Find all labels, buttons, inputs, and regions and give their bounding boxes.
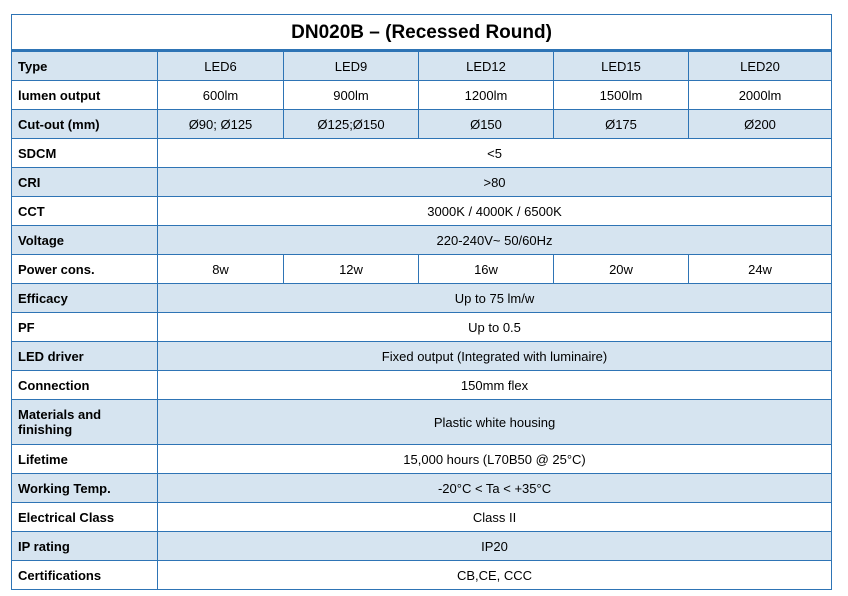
table-row-certifications (12, 561, 832, 590)
table-row-lumen-output (12, 81, 832, 110)
cell-value: Class II (158, 503, 832, 532)
cell-value: Ø150 (419, 110, 554, 139)
row-label: Connection (12, 371, 158, 400)
row-label: IP rating (12, 532, 158, 561)
table-row-voltage (12, 226, 832, 255)
cell-value: Ø200 (689, 110, 832, 139)
cell-value: 8w (158, 255, 284, 284)
row-label: SDCM (12, 139, 158, 168)
spec-table (11, 14, 832, 590)
table-row-pf (12, 313, 832, 342)
cell-value: Up to 75 lm/w (158, 284, 832, 313)
cell-value: 900lm (284, 81, 419, 110)
table-row-electrical-class (12, 503, 832, 532)
table-row-connection (12, 371, 832, 400)
table-row-cri (12, 168, 832, 197)
cell-value: 220-240V~ 50/60Hz (158, 226, 832, 255)
table-row-sdcm (12, 139, 832, 168)
cell-value: 24w (689, 255, 832, 284)
row-label: lumen output (12, 81, 158, 110)
row-label: Efficacy (12, 284, 158, 313)
table-row-led-driver (12, 342, 832, 371)
cell-value: LED20 (689, 51, 832, 81)
cell-value: LED12 (419, 51, 554, 81)
table-row-working-temp (12, 474, 832, 503)
row-label: Electrical Class (12, 503, 158, 532)
row-label: Lifetime (12, 445, 158, 474)
row-label: CCT (12, 197, 158, 226)
row-label: PF (12, 313, 158, 342)
cell-value: >80 (158, 168, 832, 197)
cell-value: <5 (158, 139, 832, 168)
row-label: Working Temp. (12, 474, 158, 503)
cell-value: LED15 (554, 51, 689, 81)
cell-value: Ø125;Ø150 (284, 110, 419, 139)
cell-value: 150mm flex (158, 371, 832, 400)
cell-value: Ø90; Ø125 (158, 110, 284, 139)
cell-value: 16w (419, 255, 554, 284)
table-row-ip-rating (12, 532, 832, 561)
table-row-efficacy (12, 284, 832, 313)
title-row (12, 15, 832, 51)
cell-value: 3000K / 4000K / 6500K (158, 197, 832, 226)
cell-value: CB,CE, CCC (158, 561, 832, 590)
table-row-materials (12, 400, 832, 445)
cell-value: IP20 (158, 532, 832, 561)
cell-value: LED6 (158, 51, 284, 81)
row-label: Cut-out (mm) (12, 110, 158, 139)
row-label: Certifications (12, 561, 158, 590)
table-row-cut-out (12, 110, 832, 139)
row-label: Voltage (12, 226, 158, 255)
cell-value: 15,000 hours (L70B50 @ 25°C) (158, 445, 832, 474)
cell-value: 12w (284, 255, 419, 284)
cell-value: Plastic white housing (158, 400, 832, 445)
cell-value: 2000lm (689, 81, 832, 110)
row-label: Power cons. (12, 255, 158, 284)
cell-value: 600lm (158, 81, 284, 110)
row-label: Type (12, 51, 158, 81)
row-label: CRI (12, 168, 158, 197)
cell-value: Fixed output (Integrated with luminaire) (158, 342, 832, 371)
table-row-lifetime (12, 445, 832, 474)
table-row-cct (12, 197, 832, 226)
cell-value: Up to 0.5 (158, 313, 832, 342)
cell-value: 1200lm (419, 81, 554, 110)
row-label: Materials and finishing (12, 400, 158, 445)
table-row-power-cons (12, 255, 832, 284)
cell-value: LED9 (284, 51, 419, 81)
cell-value: 1500lm (554, 81, 689, 110)
row-label: LED driver (12, 342, 158, 371)
table-title: DN020B – (Recessed Round) (12, 15, 832, 51)
cell-value: Ø175 (554, 110, 689, 139)
cell-value: 20w (554, 255, 689, 284)
cell-value: -20°C < Ta < +35°C (158, 474, 832, 503)
table-row-type (12, 51, 832, 81)
